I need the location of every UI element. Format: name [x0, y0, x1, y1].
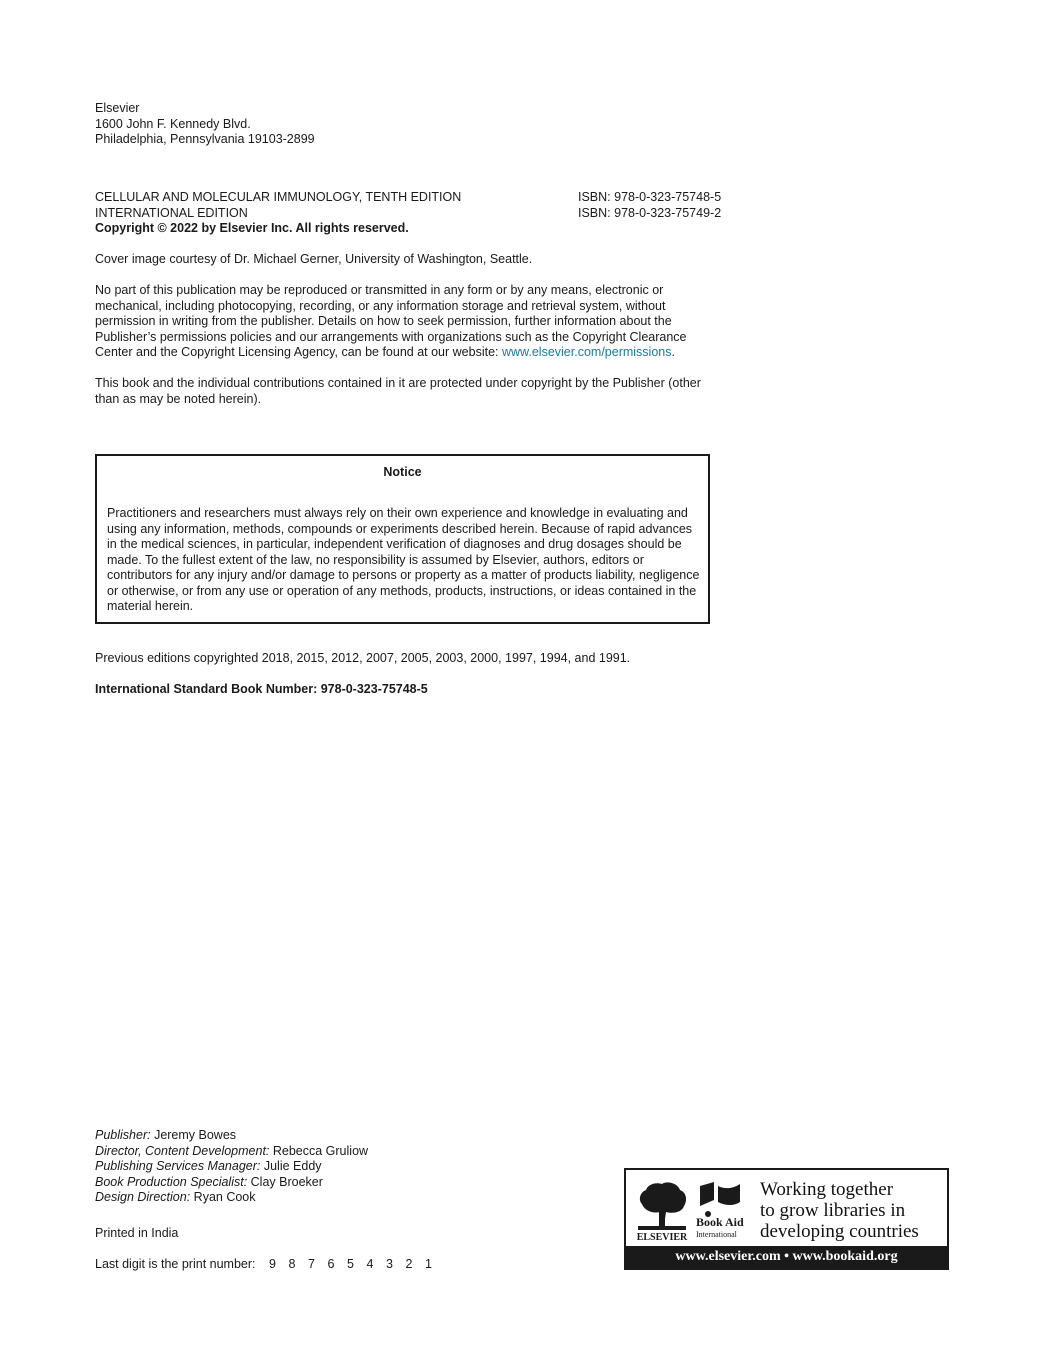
permissions-period: .	[671, 345, 675, 359]
print-digit: 6	[327, 1257, 335, 1271]
credit-director: Director, Content Development: Rebecca Gruliow	[95, 1143, 369, 1158]
copyright-line: Copyright © 2022 by Elsevier Inc. All rights reserved.	[95, 221, 409, 235]
address-name: Elsevier	[95, 101, 140, 115]
print-digit: 3	[385, 1257, 393, 1271]
book-aid-logo	[696, 1180, 752, 1242]
edition-label: INTERNATIONAL EDITION	[95, 205, 248, 220]
publisher-address	[95, 101, 315, 148]
print-digit: 2	[405, 1257, 413, 1271]
cover-credit: Cover image courtesy of Dr. Michael Gerner, University of Washington, Seattle.	[95, 252, 533, 266]
isbn-2: ISBN: 978-0-323-75749-2	[578, 205, 722, 220]
isbn-statement: International Standard Book Number: 978-0-323-75748-5	[95, 682, 428, 696]
elsevier-logo-text: ELSEVIER	[636, 1232, 688, 1242]
book-aid-logo-text: Book Aid	[696, 1215, 744, 1229]
isbn-block	[578, 190, 721, 221]
isbn-1: ISBN: 978-0-323-75748-5	[578, 190, 722, 204]
credit-publisher: Publisher: Jeremy Bowes	[95, 1128, 237, 1142]
book-aid-logo-subtext: International	[696, 1230, 737, 1239]
slogan-line: to grow libraries in	[760, 1200, 906, 1221]
badge-logos	[626, 1170, 947, 1247]
permissions-link[interactable]: www.elsevier.com/permissions	[501, 345, 672, 359]
book-aid-badge	[624, 1168, 949, 1270]
permissions-paragraph	[95, 283, 705, 361]
address-street: 1600 John F. Kennedy Blvd.	[95, 116, 251, 131]
print-digit: 5	[346, 1257, 354, 1271]
credit-specialist: Book Production Specialist: Clay Broeker	[95, 1174, 323, 1189]
permissions-text: No part of this publication may be reproduced or transmitted in any form or by any means, electronic or mechanical, including photocopying, recording, or any information storage and retrieval system, without permission in writing from the publisher. Details on how to seek permission, further information about the Publisher’s permissions policies and our arrangements with organizations such as the Copyright Clearance Center and the Copyright Licensing Agency, can be found at our website:	[95, 283, 687, 359]
previous-editions: Previous editions copyrighted 2018, 2015, 2012, 2007, 2005, 2003, 2000, 1997, 1994, and 1991.	[95, 651, 631, 665]
title-block	[95, 190, 461, 237]
print-digit: 9	[268, 1257, 276, 1271]
print-number-digits	[269, 1257, 445, 1271]
print-digit: 1	[424, 1257, 432, 1271]
slogan-line: Working together	[760, 1179, 894, 1200]
badge-urls[interactable]: www.elsevier.com • www.bookaid.org	[626, 1246, 947, 1268]
print-digit: 4	[366, 1257, 374, 1271]
print-number-label: Last digit is the print number:	[95, 1257, 256, 1271]
credit-design: Design Direction: Ryan Cook	[95, 1190, 256, 1204]
credit-manager: Publishing Services Manager: Julie Eddy	[95, 1159, 322, 1173]
print-digit: 8	[288, 1257, 296, 1271]
address-city: Philadelphia, Pennsylvania 19103-2899	[95, 132, 315, 146]
notice-box	[95, 454, 710, 624]
printed-in: Printed in India	[95, 1226, 179, 1240]
book-title: CELLULAR AND MOLECULAR IMMUNOLOGY, TENTH EDITION	[95, 190, 462, 204]
slogan-line: developing countries	[760, 1221, 919, 1242]
print-number-line	[95, 1257, 444, 1273]
notice-body: Practitioners and researchers must always rely on their own experience and knowledge in evaluating and using any information, methods, compounds or experiments described herein. Because of rapid advances in the medical sciences, in particular, independent verification of diagnoses and drug dosages should be made. To the fullest extent of the law, no responsibility is assumed by Elsevier, authors, editors or contributors for any injury and/or damage to persons or property as a matter of products liability, negligence or otherwise, or from any use or operation of any methods, products, instructions, or ideas contained in the material herein.	[107, 506, 700, 613]
print-digit: 7	[307, 1257, 315, 1271]
badge-slogan	[760, 1179, 919, 1242]
production-credits	[95, 1128, 368, 1206]
elsevier-tree-logo	[634, 1178, 690, 1242]
protection-paragraph: This book and the individual contributions contained in it are protected under copyright by the Publisher (other than as may be noted herein).	[95, 376, 701, 406]
notice-title: Notice	[383, 465, 422, 479]
